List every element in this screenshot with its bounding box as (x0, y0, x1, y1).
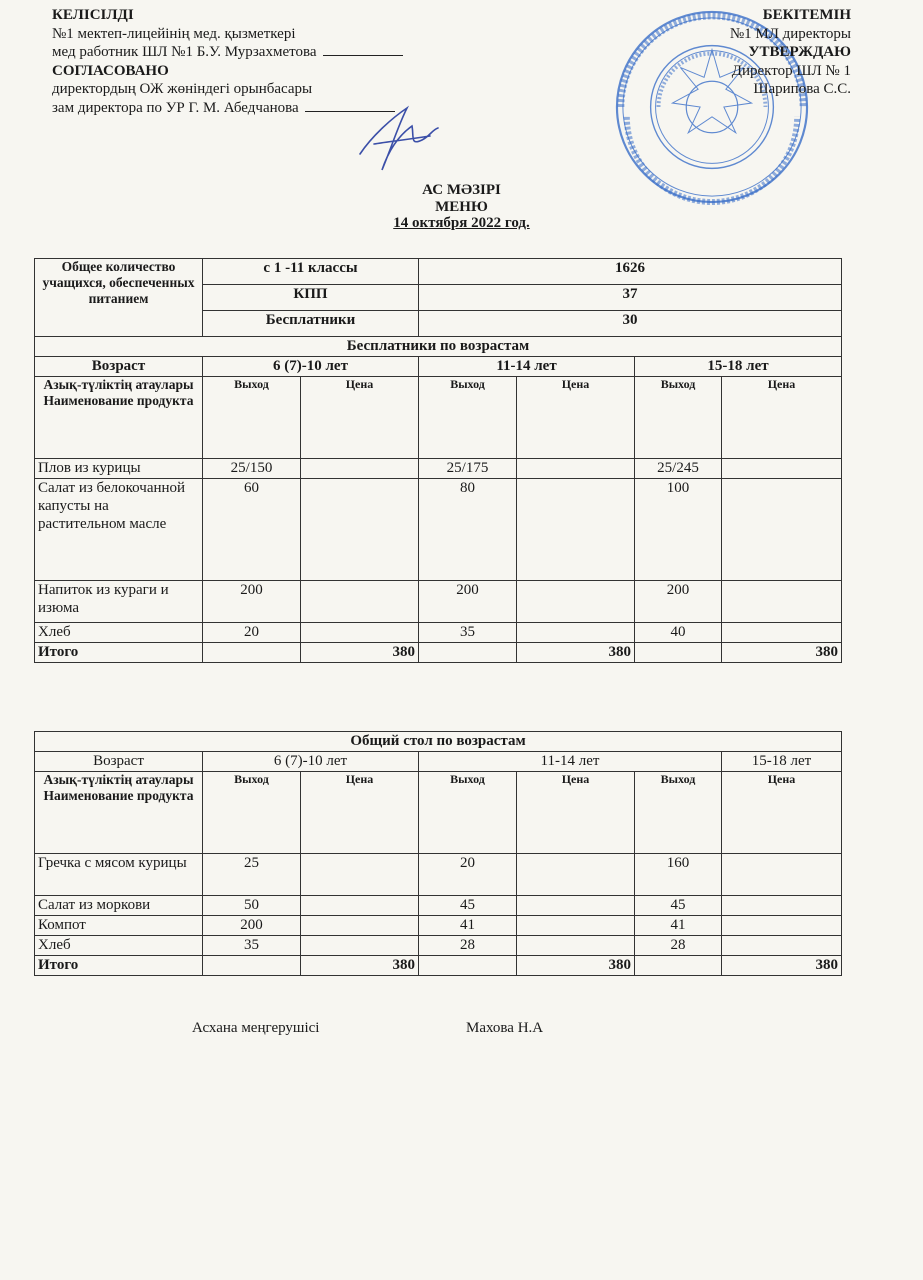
title-ru: МЕНЮ (435, 198, 488, 215)
col-output: Выход (203, 377, 301, 459)
table-row (35, 623, 842, 643)
general-table (34, 731, 842, 976)
total-students-label: Общее количество учащихся, обеспеченных питанием (35, 259, 203, 337)
output-value: 200 (635, 581, 722, 623)
med-worker-kz: №1 мектеп-лицейінің мед. қызметкері (52, 25, 296, 42)
product-name: Хлеб (35, 936, 203, 956)
output-value: 60 (203, 479, 301, 581)
section-title: Общий стол по возрастам (35, 732, 842, 752)
output-value: 160 (635, 854, 722, 896)
total-value: 380 (517, 956, 635, 976)
output-value: 35 (419, 623, 517, 643)
count-label-1: с 1 -11 классы (203, 259, 419, 285)
output-value: 50 (203, 896, 301, 916)
document-title (0, 182, 923, 232)
output-value: 45 (419, 896, 517, 916)
count-label-2: КПП (203, 285, 419, 311)
section-title: Бесплатники по возрастам (35, 337, 842, 357)
col-price: Цена (301, 772, 419, 854)
col-output: Выход (419, 377, 517, 459)
product-name: Салат из моркови (35, 896, 203, 916)
output-value: 200 (203, 581, 301, 623)
output-value: 100 (635, 479, 722, 581)
age-group-2: 11-14 лет (419, 752, 722, 772)
director-kz: №1 МЛ директоры (729, 25, 851, 42)
total-row (35, 956, 842, 976)
output-value: 200 (203, 916, 301, 936)
product-name: Компот (35, 916, 203, 936)
col-output: Выход (203, 772, 301, 854)
product-name: Напиток из кураги и изюма (35, 581, 203, 623)
director-name: Шарипова С.С. (753, 81, 851, 97)
total-label: Итого (35, 643, 203, 663)
table-row (35, 854, 842, 896)
age-group-1: 6 (7)-10 лет (203, 357, 419, 377)
product-name: Гречка с мясом курицы (35, 854, 203, 896)
deputy-ru: зам директора по УР Г. М. Абедчанова (52, 99, 403, 118)
table-row (35, 459, 842, 479)
col-output: Выход (635, 772, 722, 854)
output-value: 25/175 (419, 459, 517, 479)
age-group-2: 11-14 лет (419, 357, 635, 377)
table-row (35, 916, 842, 936)
agreed-kz-label: КЕЛІСІЛДІ (52, 7, 134, 23)
count-label-3: Бесплатники (203, 311, 419, 337)
count-value-1: 1626 (419, 259, 842, 285)
total-row (35, 643, 842, 663)
footer-name: Махова Н.А (466, 1020, 544, 1036)
total-value: 380 (517, 643, 635, 663)
age-group-3: 15-18 лет (722, 752, 842, 772)
table-row (35, 479, 842, 581)
age-group-1: 6 (7)-10 лет (203, 752, 419, 772)
title-kz: АС МӘЗІРІ (422, 182, 501, 198)
col-price: Цена (722, 772, 842, 854)
col-output: Выход (419, 772, 517, 854)
age-group-3: 15-18 лет (635, 357, 842, 377)
title-date: 14 октября 2022 год. (393, 215, 530, 231)
free-meals-table (34, 258, 842, 663)
table-row (35, 936, 842, 956)
output-value: 20 (419, 854, 517, 896)
total-value: 380 (722, 956, 842, 976)
total-value: 380 (301, 643, 419, 663)
output-value: 25/245 (635, 459, 722, 479)
col-price: Цена (517, 377, 635, 459)
approve-kz-label: БЕКІТЕМІН (762, 7, 851, 23)
product-header: Азық-түліктің атаулары Наименование продукта (35, 377, 203, 459)
col-price: Цена (517, 772, 635, 854)
count-value-2: 37 (419, 285, 842, 311)
output-value: 35 (203, 936, 301, 956)
product-name: Хлеб (35, 623, 203, 643)
age-label: Возраст (35, 357, 203, 377)
footer-role: Асхана меңгерушісі (192, 1020, 320, 1036)
total-value: 380 (301, 956, 419, 976)
total-label: Итого (35, 956, 203, 976)
col-price: Цена (722, 377, 842, 459)
output-value: 41 (635, 916, 722, 936)
output-value: 25/150 (203, 459, 301, 479)
table-row (35, 581, 842, 623)
med-worker-ru: мед работник ШЛ №1 Б.У. Мурзахметова (52, 43, 403, 62)
product-name: Салат из белокочанной капусты на растительном масле (35, 479, 203, 581)
deputy-kz: директордың ОЖ жөніндегі орынбасары (52, 81, 313, 97)
product-name: Плов из курицы (35, 459, 203, 479)
agreed-ru-label: СОГЛАСОВАНО (52, 62, 169, 79)
header-right-block (730, 6, 851, 99)
output-value: 200 (419, 581, 517, 623)
output-value: 80 (419, 479, 517, 581)
total-value: 380 (722, 643, 842, 663)
output-value: 40 (635, 623, 722, 643)
output-value: 41 (419, 916, 517, 936)
col-price: Цена (301, 377, 419, 459)
output-value: 28 (419, 936, 517, 956)
header-left-block (52, 6, 403, 117)
age-label: Возраст (35, 752, 203, 772)
output-value: 28 (635, 936, 722, 956)
approve-ru-label: УТВЕРЖДАЮ (748, 44, 851, 60)
count-value-3: 30 (419, 311, 842, 337)
signature-line (323, 43, 403, 56)
product-header: Азық-түліктің атаулары Наименование продукта (35, 772, 203, 854)
col-output: Выход (635, 377, 722, 459)
director-ru: Директор ШЛ № 1 (731, 62, 851, 79)
output-value: 45 (635, 896, 722, 916)
output-value: 25 (203, 854, 301, 896)
output-value: 20 (203, 623, 301, 643)
signature-line-2 (305, 99, 395, 112)
table-row (35, 896, 842, 916)
